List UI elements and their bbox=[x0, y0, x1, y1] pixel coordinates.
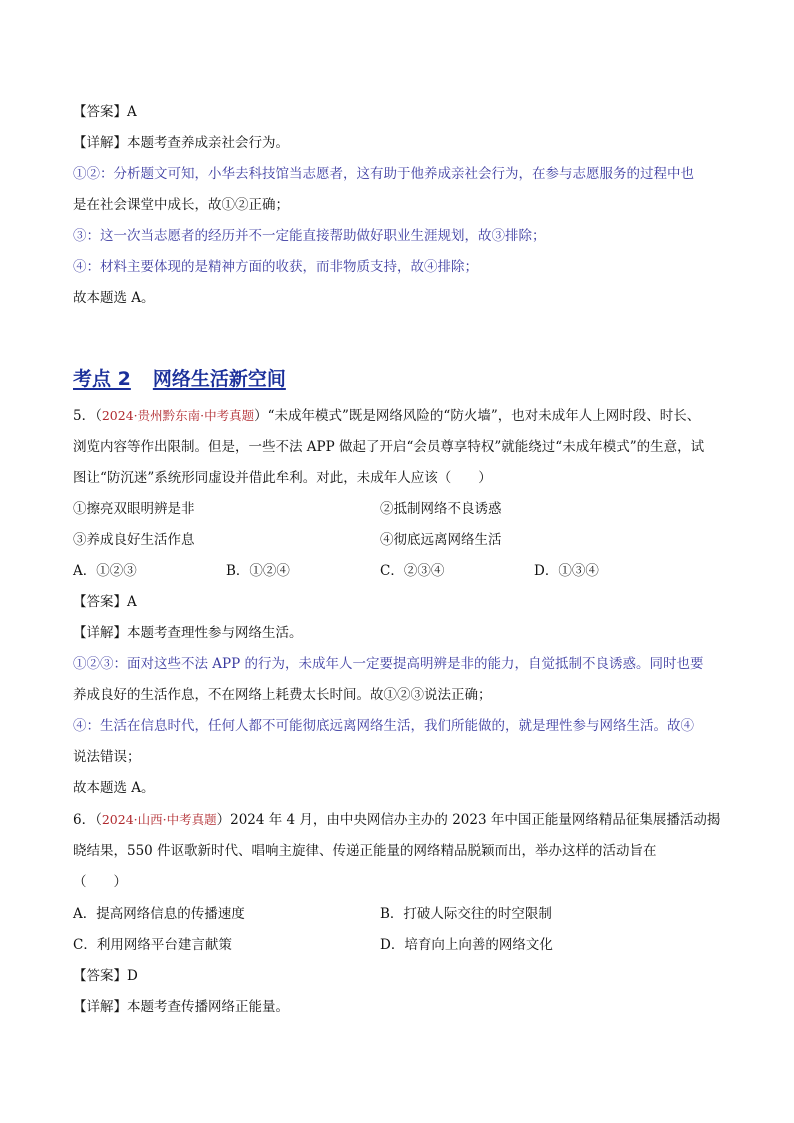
q6-stem-1: 2024 年 4 月，由中央网信办主办的 2023 年中国正能量网络精品征集展播活动揭 bbox=[230, 812, 721, 828]
q4-detail: 【详解】本题考查养成亲社会行为。 bbox=[73, 135, 289, 151]
q6-option-d: D．培育向上向善的网络文化 bbox=[380, 937, 553, 953]
q5-stem-2: 浏览内容等作出限制。但是，一些不法 APP 做起了开启“会员尊享特权”就能绕过“未成年模式”的生意，试 bbox=[73, 439, 705, 455]
q5-source-open: （ bbox=[95, 408, 102, 424]
q6-number: 6． bbox=[73, 812, 96, 828]
q5-item-1: ①擦亮双眼明辨是非 bbox=[73, 501, 195, 517]
q5-answer: 【答案】A bbox=[73, 594, 137, 610]
section-heading bbox=[73, 364, 286, 391]
q5-item-4: ④彻底远离网络生活 bbox=[380, 532, 502, 548]
q5-option-d: D．①③④ bbox=[534, 563, 599, 579]
q6-source-close: ） bbox=[216, 812, 231, 828]
q6-option-b: B．打破人际交往的时空限制 bbox=[380, 906, 552, 922]
q5-option-c: C．②③④ bbox=[380, 563, 445, 579]
q6-detail: 【详解】本题考查传播网络正能量。 bbox=[73, 999, 289, 1015]
q5-option-b: B．①②④ bbox=[226, 563, 290, 579]
q6-option-c: C．利用网络平台建言献策 bbox=[73, 937, 232, 953]
q6-option-a: A．提高网络信息的传播速度 bbox=[73, 906, 245, 922]
q5-number: 5． bbox=[73, 408, 96, 424]
q5-item-3: ③养成良好生活作息 bbox=[73, 532, 195, 548]
q5-detail: 【详解】本题考查理性参与网络生活。 bbox=[73, 625, 303, 641]
q5-stem-1: “未成年模式”既是网络风险的“防火墙”，也对未成年人上网时段、时长、 bbox=[267, 408, 701, 424]
q6-stem-2: 晓结果，550 件讴歌新时代、唱响主旋律、传递正能量的网络精品脱颖而出，举办这样的活动旨在 bbox=[73, 843, 657, 859]
q6-stem-3: （ ） bbox=[73, 874, 127, 890]
q6-source: 2024·山西·中考真题 bbox=[101, 812, 217, 827]
q4-answer: 【答案】A bbox=[73, 104, 137, 120]
q5-analysis-2b: 说法错误； bbox=[73, 749, 141, 765]
q6-answer: 【答案】D bbox=[73, 968, 138, 984]
q5-source-close: ） bbox=[254, 408, 268, 424]
q6-stem-line-1 bbox=[73, 810, 720, 830]
q5-analysis-1b: 养成良好的生活作息，不在网络上耗费太长时间。故①②③说法正确； bbox=[73, 687, 492, 703]
q5-stem-line-1 bbox=[73, 406, 700, 426]
section-number: 考点 2 bbox=[73, 368, 131, 390]
q4-conclusion: 故本题选 A。 bbox=[73, 290, 155, 306]
q4-analysis-2: ③：这一次当志愿者的经历并不一定能直接帮助做好职业生涯规划，故③排除； bbox=[73, 228, 546, 244]
q5-source: 2024·贵州黔东南·中考真题 bbox=[101, 408, 255, 423]
q5-item-2: ②抵制网络不良诱惑 bbox=[380, 501, 502, 517]
q5-analysis-1a: ①②③：面对这些不法 APP 的行为，未成年人一定要提高明辨是非的能力，自觉抵制不良诱惑。同时也要 bbox=[73, 656, 704, 672]
q4-analysis-1a: ①②：分析题文可知，小华去科技馆当志愿者，这有助于他养成亲社会行为，在参与志愿服务的过程中也 bbox=[73, 166, 694, 182]
q5-conclusion: 故本题选 A。 bbox=[73, 780, 155, 796]
section-title: 网络生活新空间 bbox=[152, 368, 286, 390]
q6-source-open: （ bbox=[95, 812, 102, 828]
q5-stem-3: 图让“防沉迷”系统形同虚设并借此牟利。对此，未成年人应该（ ） bbox=[73, 470, 492, 486]
q5-analysis-2a: ④：生活在信息时代，任何人都不可能彻底远离网络生活，我们所能做的，就是理性参与网络生活。故④ bbox=[73, 718, 694, 734]
q4-analysis-3: ④：材料主要体现的是精神方面的收获，而非物质支持，故④排除； bbox=[73, 259, 478, 275]
q5-option-a: A．①②③ bbox=[73, 563, 137, 579]
q4-analysis-1b: 是在社会课堂中成长，故①②正确； bbox=[73, 197, 289, 213]
